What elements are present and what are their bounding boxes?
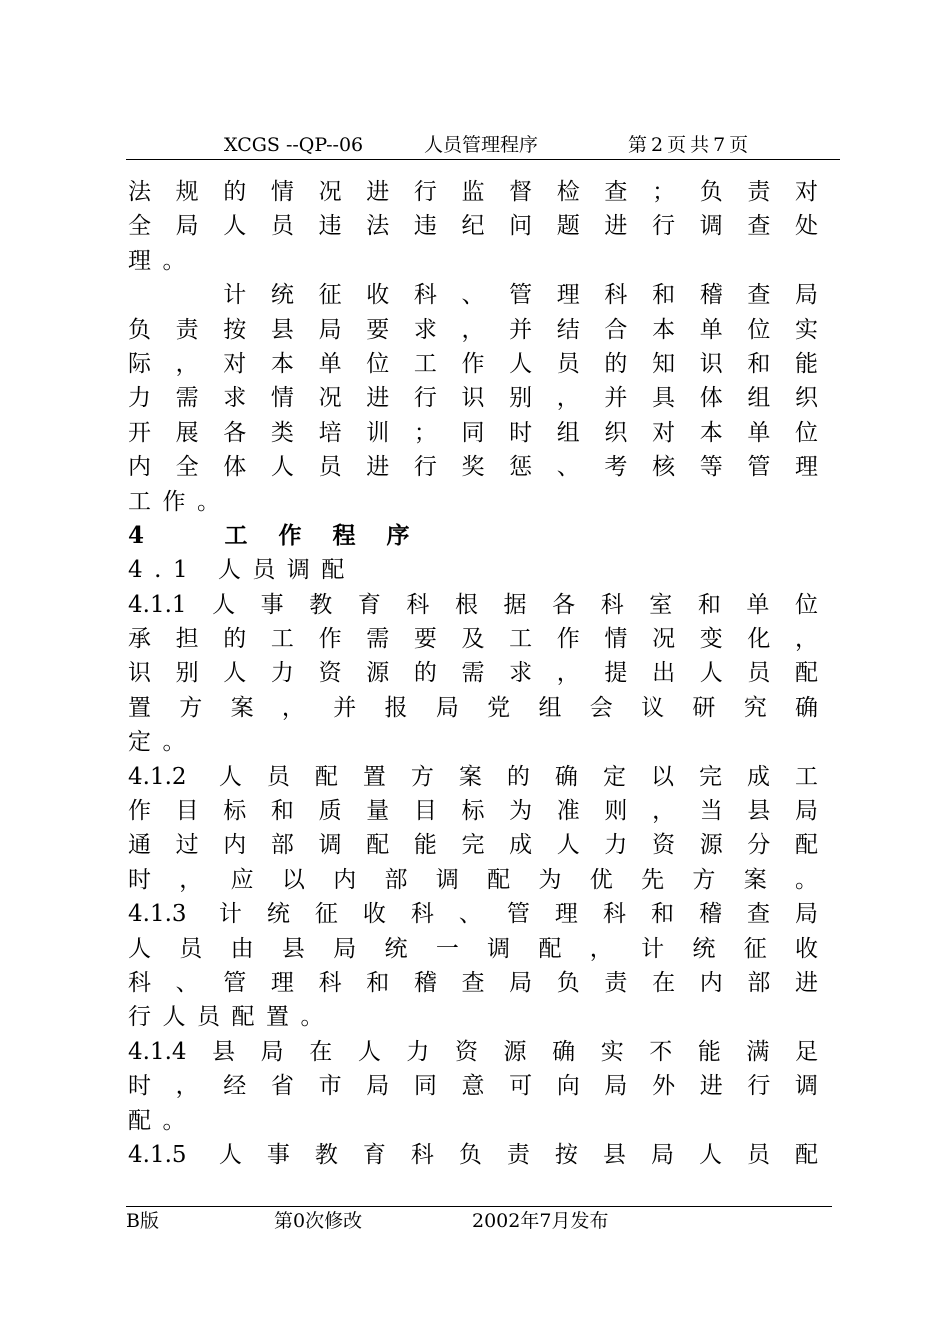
text-line: 人员由县局统一调配，计统征收 — [128, 935, 818, 962]
text-line: 作目标和质量目标为准则，当县局 — [128, 798, 818, 825]
text-line: 置方案，并报局党组会议研究确 — [128, 694, 818, 721]
text-line: 际，对本单位工作人员的知识和能 — [128, 350, 818, 377]
text-line: 时，经省市局同意可向局外进行调 — [128, 1073, 818, 1100]
text-line: 计统征收科、管理科和稽查局 — [128, 282, 818, 309]
text-line: 4.1.2 人员配置方案的确定以完成工 — [128, 763, 818, 790]
document-body — [128, 175, 818, 1172]
footer-rule — [126, 1206, 832, 1207]
text-line: 4.1.5 人事教育科负责按县局人员配 — [128, 1141, 818, 1168]
text-line: 行人员配置。 — [128, 1004, 335, 1031]
header-doc-code: XCGS --QP--06 — [224, 134, 364, 156]
text-line: 定。 — [128, 729, 197, 756]
header-rule — [126, 159, 840, 160]
text-line: 4 工 作 程 序 — [128, 521, 422, 549]
header-title: 人员管理程序 — [424, 134, 539, 156]
text-line: 工作。 — [128, 488, 232, 515]
text-line: 负责按县局要求，并结合本单位实 — [128, 316, 818, 343]
footer-release-date: 2002年7月发布 — [472, 1210, 609, 1232]
text-line: 承担的工作需要及工作情况变化， — [128, 626, 818, 653]
text-line: 4.1 人员调配 — [128, 557, 356, 584]
header-page-number: 第2页共7页 — [628, 134, 753, 156]
text-line: 时，应以内部调配为优先方案。 — [128, 866, 818, 893]
text-line: 全局人员违法违纪问题进行调查处 — [128, 213, 818, 240]
footer-revision: 第0次修改 — [274, 1210, 363, 1232]
text-line: 4.1.4县局在人力资源确实不能满足 — [128, 1038, 818, 1065]
text-line: 识别人力资源的需求，提出人员配 — [128, 660, 818, 687]
text-line: 理。 — [128, 247, 197, 274]
text-line: 4.1.1人事教育科根据各科室和单位 — [128, 591, 818, 618]
text-line: 4.1.3 计统征收科、管理科和稽查局 — [128, 901, 818, 928]
text-line: 配。 — [128, 1107, 197, 1134]
text-line: 法规的情况进行监督检查；负责对 — [128, 179, 818, 205]
text-line: 通过内部调配能完成人力资源分配 — [128, 832, 818, 859]
text-line: 内全体人员进行奖惩、考核等管理 — [128, 454, 818, 481]
footer-version: B版 — [126, 1210, 159, 1232]
text-line: 科、管理科和稽查局负责在内部进 — [128, 969, 818, 996]
text-line: 开展各类培训；同时组织对本单位 — [128, 419, 818, 446]
text-line: 力需求情况进行识别，并具体组织 — [128, 385, 818, 412]
